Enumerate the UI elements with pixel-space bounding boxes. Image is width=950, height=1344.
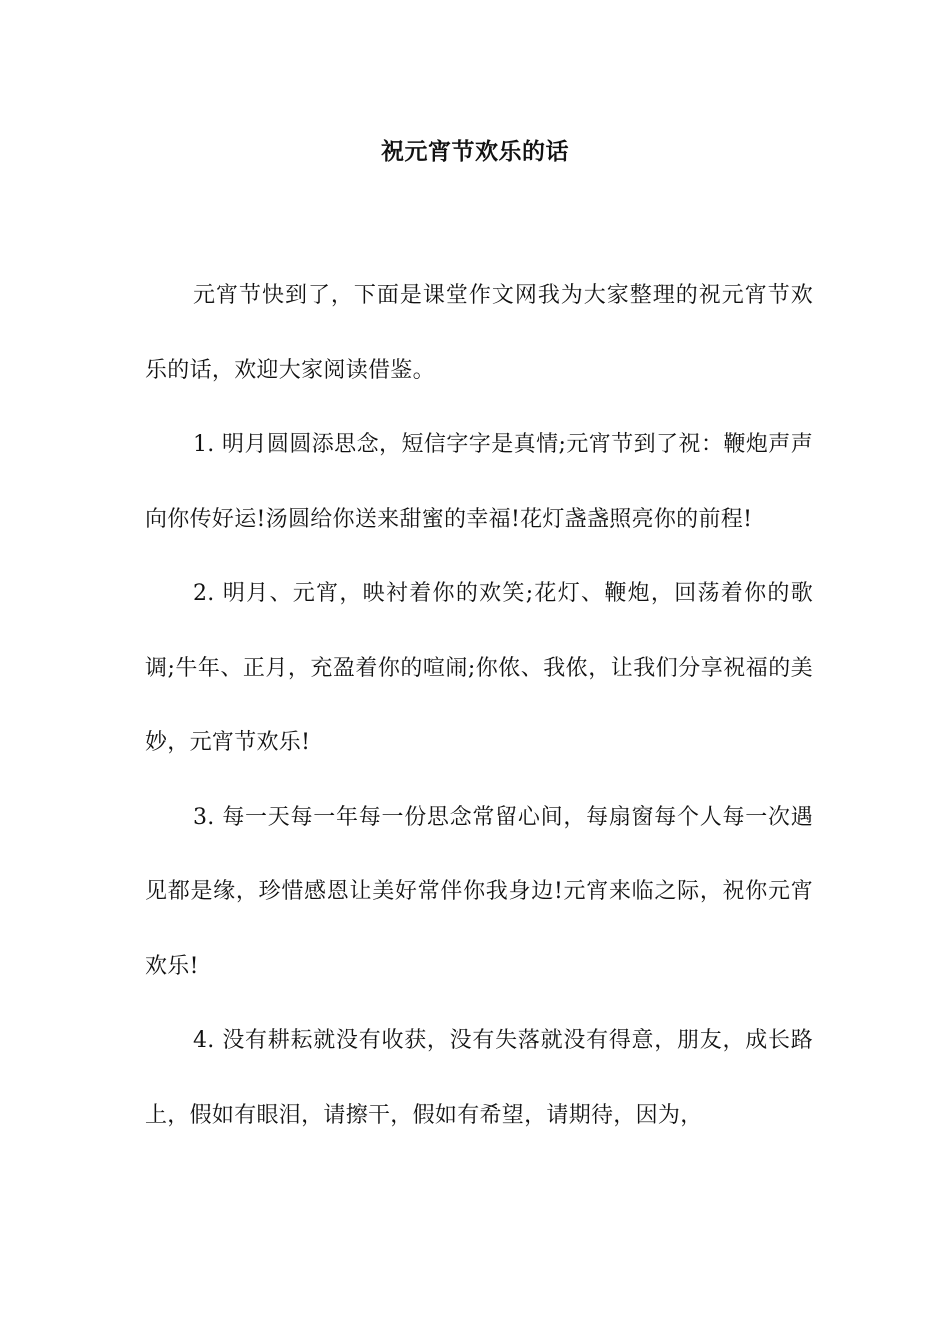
wish-paragraph-1: 1. 明月圆圆添思念，短信字字是真情;元宵节到了祝：鞭炮声声向你传好运!汤圆给你送来甜蜜的幸福!花灯盏盏照亮你的前程!: [145, 432, 813, 532]
wish-paragraph-3: 3. 每一天每一年每一份思念常留心间，每扇窗每个人每一次遇见都是缘，珍惜感恩让美好常伴你我身边!元宵来临之际，祝你元宵欢乐!: [145, 804, 813, 979]
page-title: 祝元宵节欢乐的话: [381, 138, 569, 165]
wish-paragraph-4: 4. 没有耕耘就没有收获，没有失落就没有得意，朋友，成长路上，假如有眼泪，请擦干，假如有希望，请期待，因为，: [145, 1028, 813, 1128]
wish-paragraph-2: 2. 明月、元宵，映衬着你的欢笑;花灯、鞭炮，回荡着你的歌调;牛年、正月，充盈着你的喧闹;你侬、我侬，让我们分享祝福的美妙，元宵节欢乐!: [145, 581, 813, 755]
document-body: [145, 259, 813, 1153]
intro-paragraph: 元宵节快到了，下面是课堂作文网我为大家整理的祝元宵节欢乐的话，欢迎大家阅读借鉴。: [145, 283, 813, 383]
